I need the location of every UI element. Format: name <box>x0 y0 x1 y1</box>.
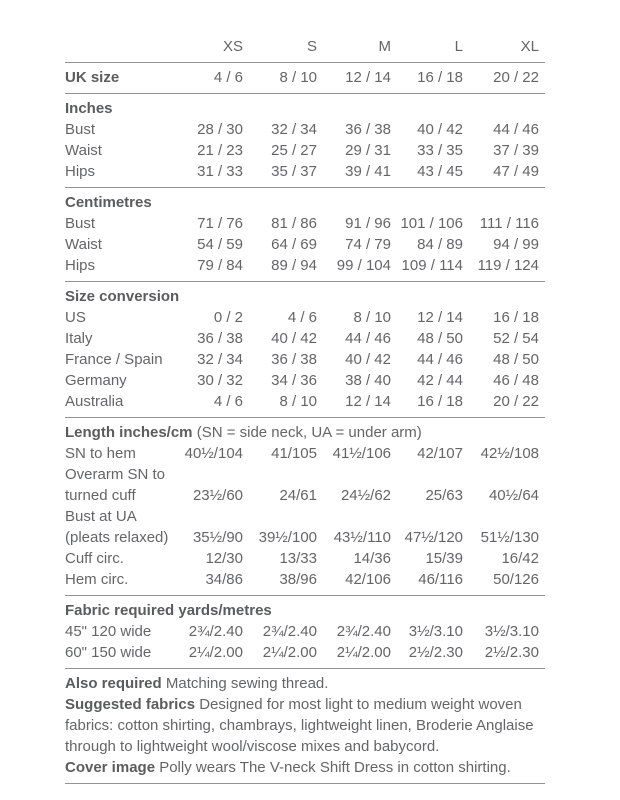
section-title-row <box>65 192 545 213</box>
table-row <box>65 67 545 88</box>
cell-value: 20 / 22 <box>493 393 539 410</box>
table-row <box>65 370 545 391</box>
length-section <box>65 418 545 596</box>
cell-value: 2¾/2.40 <box>336 623 391 640</box>
row-label: Bust <box>65 215 96 232</box>
section-title-row <box>65 422 545 443</box>
section-title-bold: Length inches/cm <box>65 424 193 441</box>
row-label <box>65 464 175 506</box>
fabric-required-section <box>65 596 545 669</box>
cell-value: 48 / 50 <box>493 351 539 368</box>
table-row <box>65 569 545 590</box>
uk-size-section <box>65 63 545 94</box>
notes-section <box>65 669 545 784</box>
table-row <box>65 234 545 255</box>
column-header-l: L <box>454 38 463 55</box>
note-text: Designed for most light to medium weight woven fabrics: cotton shirting, chambrays, lightweight linen, Broderie Anglaise through to lightweight wool/viscose mixes and babycord. <box>65 696 534 755</box>
cell-value: 25/63 <box>425 487 463 504</box>
cell-value: 44 / 46 <box>493 121 539 138</box>
note-also-required <box>65 673 545 694</box>
cell-value: 12 / 14 <box>417 309 463 326</box>
note-lead: Also required <box>65 675 162 692</box>
cell-value: 13/33 <box>279 550 317 567</box>
row-label: France / Spain <box>65 351 163 368</box>
table-row <box>65 506 545 548</box>
table-row <box>65 464 545 506</box>
cell-value: 40 / 42 <box>345 351 391 368</box>
cell-value: 40½/64 <box>488 487 539 504</box>
cell-value: 4 / 6 <box>287 309 317 326</box>
cell-value: 34 / 36 <box>271 372 317 389</box>
cell-value: 44 / 46 <box>417 351 463 368</box>
cell-value: 94 / 99 <box>493 236 539 253</box>
column-header-xs: XS <box>222 38 243 55</box>
cell-value: 16/42 <box>501 550 539 567</box>
cell-value: 40 / 42 <box>417 121 463 138</box>
cell-value: 12 / 14 <box>345 393 391 410</box>
row-label: SN to hem <box>65 445 136 462</box>
cell-value: 2½/2.30 <box>484 644 539 661</box>
cell-value: 8 / 10 <box>279 69 317 86</box>
section-title: Fabric required yards/metres <box>65 602 272 619</box>
note-lead: Cover image <box>65 759 156 776</box>
row-label: Hips <box>65 163 96 180</box>
cell-value: 3½/3.10 <box>484 623 539 640</box>
row-label: Germany <box>65 372 127 389</box>
cell-value: 41½/106 <box>332 445 391 462</box>
table-row <box>65 642 545 663</box>
cell-value: 14/36 <box>353 550 391 567</box>
row-label-line1: Bust at UA <box>65 508 137 525</box>
table-row <box>65 161 545 182</box>
note-text: Polly wears The V-neck Shift Dress in cotton shirting. <box>155 759 511 776</box>
section-title: Centimetres <box>65 194 152 211</box>
table-row <box>65 391 545 412</box>
centimetres-section <box>65 188 545 282</box>
cell-value: 2¼/2.00 <box>188 644 243 661</box>
cell-value: 36 / 38 <box>345 121 391 138</box>
table-row <box>65 140 545 161</box>
section-title <box>65 422 539 443</box>
table-row <box>65 349 545 370</box>
row-label: Italy <box>65 330 93 347</box>
cell-value: 16 / 18 <box>417 69 463 86</box>
cell-value: 2½/2.30 <box>408 644 463 661</box>
row-label: Hem circ. <box>65 571 129 588</box>
cell-value: 44 / 46 <box>345 330 391 347</box>
note-text: Matching sewing thread. <box>161 675 329 692</box>
note-cover-image <box>65 757 545 778</box>
section-title-row <box>65 286 545 307</box>
cell-value: 12 / 14 <box>345 69 391 86</box>
row-label: Cuff circ. <box>65 550 124 567</box>
cell-value: 20 / 22 <box>493 69 539 86</box>
cell-value: 8 / 10 <box>279 393 317 410</box>
row-label-line2: (pleats relaxed) <box>65 529 169 546</box>
corner-cell <box>65 36 175 57</box>
cell-value: 23½/60 <box>192 487 243 504</box>
cell-value: 42/107 <box>417 445 463 462</box>
cell-value: 54 / 59 <box>197 236 243 253</box>
cell-value: 40 / 42 <box>271 330 317 347</box>
row-label: UK size <box>65 69 120 86</box>
cell-value: 36 / 38 <box>197 330 243 347</box>
cell-value: 21 / 23 <box>197 142 243 159</box>
size-conversion-section <box>65 282 545 418</box>
cell-value: 36 / 38 <box>271 351 317 368</box>
table-row <box>65 307 545 328</box>
column-header-m: M <box>378 38 391 55</box>
row-label: 60" 150 wide <box>65 644 152 661</box>
row-label: Australia <box>65 393 124 410</box>
cell-value: 12/30 <box>205 550 243 567</box>
cell-value: 99 / 104 <box>336 257 391 274</box>
cell-value: 39 / 41 <box>345 163 391 180</box>
cell-value: 119 / 124 <box>477 257 539 274</box>
cell-value: 74 / 79 <box>345 236 391 253</box>
cell-value: 46 / 48 <box>493 372 539 389</box>
cell-value: 24½/62 <box>340 487 391 504</box>
cell-value: 28 / 30 <box>197 121 243 138</box>
cell-value: 89 / 94 <box>271 257 317 274</box>
column-header-s: S <box>306 38 317 55</box>
row-label: Hips <box>65 257 96 274</box>
cell-value: 2¾/2.40 <box>188 623 243 640</box>
cell-value: 2¾/2.40 <box>262 623 317 640</box>
cell-value: 42/106 <box>345 571 391 588</box>
cell-value: 15/39 <box>425 550 463 567</box>
cell-value: 47½/120 <box>404 529 463 546</box>
table-row <box>65 213 545 234</box>
cell-value: 0 / 2 <box>213 309 243 326</box>
section-title: Inches <box>65 100 113 117</box>
row-label: Waist <box>65 142 102 159</box>
cell-value: 39½/100 <box>258 529 317 546</box>
cell-value: 32 / 34 <box>271 121 317 138</box>
row-label-line2: turned cuff <box>65 487 136 504</box>
cell-value: 43½/110 <box>333 529 391 546</box>
cell-value: 34/86 <box>205 571 243 588</box>
size-chart-table <box>65 36 545 784</box>
cell-value: 101 / 106 <box>400 215 463 232</box>
note-lead: Suggested fabrics <box>65 696 196 713</box>
section-title: Size conversion <box>65 288 180 305</box>
cell-value: 47 / 49 <box>493 163 539 180</box>
cell-value: 33 / 35 <box>417 142 463 159</box>
row-label <box>65 506 175 548</box>
cell-value: 40½/104 <box>184 445 243 462</box>
cell-value: 43 / 45 <box>417 163 463 180</box>
cell-value: 16 / 18 <box>417 393 463 410</box>
row-label: US <box>65 309 86 326</box>
cell-value: 30 / 32 <box>197 372 243 389</box>
cell-value: 8 / 10 <box>353 309 391 326</box>
cell-value: 35 / 37 <box>271 163 317 180</box>
cell-value: 41/105 <box>271 445 317 462</box>
cell-value: 81 / 86 <box>271 215 317 232</box>
cell-value: 4 / 6 <box>213 393 243 410</box>
section-title-note: (SN = side neck, UA = under arm) <box>192 424 422 441</box>
cell-value: 2¼/2.00 <box>262 644 317 661</box>
column-header-xl: XL <box>520 38 539 55</box>
cell-value: 16 / 18 <box>493 309 539 326</box>
cell-value: 91 / 96 <box>345 215 391 232</box>
cell-value: 84 / 89 <box>417 236 463 253</box>
table-row <box>65 621 545 642</box>
cell-value: 71 / 76 <box>197 215 243 232</box>
cell-value: 42½/108 <box>480 445 539 462</box>
column-header-row <box>65 36 545 57</box>
cell-value: 35½/90 <box>192 529 243 546</box>
cell-value: 79 / 84 <box>197 257 243 274</box>
cell-value: 50/126 <box>493 571 539 588</box>
cell-value: 31 / 33 <box>197 163 243 180</box>
table-row <box>65 119 545 140</box>
cell-value: 29 / 31 <box>345 142 391 159</box>
section-title-row <box>65 98 545 119</box>
cell-value: 42 / 44 <box>417 372 463 389</box>
cell-value: 38/96 <box>279 571 317 588</box>
cell-value: 38 / 40 <box>345 372 391 389</box>
cell-value: 51½/130 <box>480 529 539 546</box>
table-row <box>65 328 545 349</box>
cell-value: 46/116 <box>418 571 463 588</box>
cell-value: 37 / 39 <box>493 142 539 159</box>
section-title-row <box>65 600 545 621</box>
cell-value: 109 / 114 <box>401 257 463 274</box>
inches-section <box>65 94 545 188</box>
table-row <box>65 443 545 464</box>
table-row <box>65 255 545 276</box>
cell-value: 64 / 69 <box>271 236 317 253</box>
table-row <box>65 548 545 569</box>
cell-value: 32 / 34 <box>197 351 243 368</box>
note-suggested-fabrics <box>65 694 545 757</box>
cell-value: 4 / 6 <box>213 69 243 86</box>
cell-value: 111 / 116 <box>479 215 539 232</box>
row-label: Waist <box>65 236 102 253</box>
cell-value: 2¼/2.00 <box>336 644 391 661</box>
cell-value: 3½/3.10 <box>408 623 463 640</box>
row-label: Bust <box>65 121 96 138</box>
row-label: 45" 120 wide <box>65 623 152 640</box>
column-header-section <box>65 36 545 63</box>
row-label-line1: Overarm SN to <box>65 466 166 483</box>
cell-value: 24/61 <box>279 487 317 504</box>
cell-value: 25 / 27 <box>271 142 317 159</box>
cell-value: 52 / 54 <box>493 330 539 347</box>
cell-value: 48 / 50 <box>417 330 463 347</box>
